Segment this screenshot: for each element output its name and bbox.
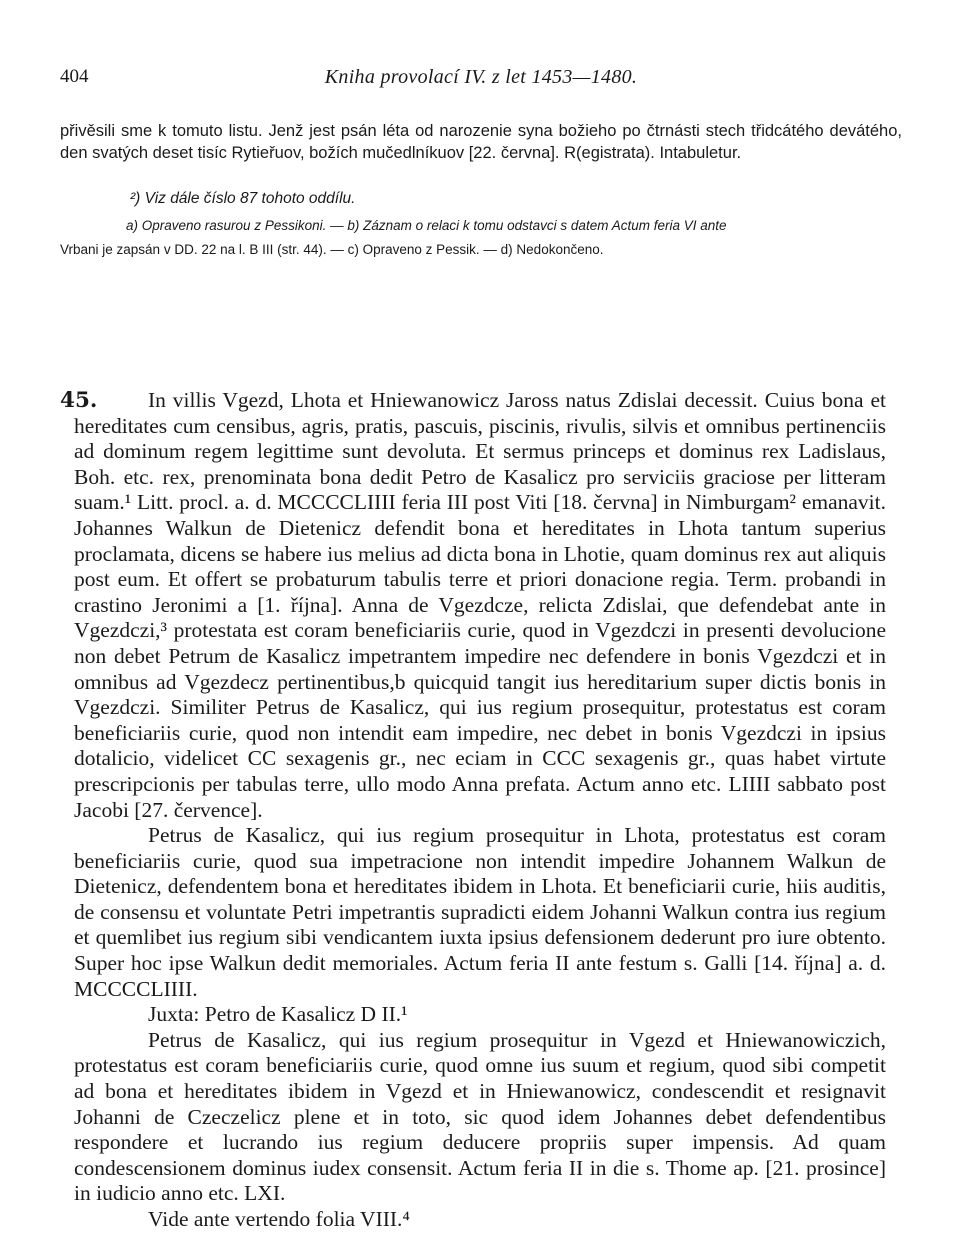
previous-entry-text: přivěsili sme k tomuto listu. Jenž jest psán léta od narozenie syna božieho po čtrnásti stech třidcátého devátého, den svatých deset tisíc Rytieřuov, božích mučedlníkuov [22. června]. R(egistrata). Intabuletur. [60, 122, 902, 162]
entry-number: 45. [60, 388, 98, 413]
entry-paragraph-1: In villis Vgezd, Lhota et Hniewanowicz Jaross natus Zdislai decessit. Cuius bona et hereditates cum censibus, agris, pratis, pascuis, piscinis, rivulis, silvis et omnibus pertinenciis ad dominum regem legittime sunt devoluta. Et sermus princeps et dominus rex Ladislaus, Boh. etc. rex, prenominata bona dedit Petro de Kasalicz pro serviciis graciose per litteram suam.¹ Litt. procl. a. d. MCCCCLIIII feria III post Viti [18. června] in Nimburgam² emanavit. Johannes Walkun de Dietenicz defendit bona et hereditates in Lhota tantum superius proclamata, dicens se habere ius melius ad dicta bona in Lhotie, quam dominus rex aut aliquis post eum. Et offert se probaturum tabulis terre et priori donacione regia. Term. probandi in crastino Jeronimi a [1. října]. Anna de Vgezdcze, relicta Zdislai, que defendebat ante in Vgezdczi,³ protestata est coram beneficiariis curie, quod in Vgezdczi in presenti devolucione non debet Petrum de Kasalicz impetrantem impedire nec defendere in bonis Vgezdczi et in omnibus ad Vgezdecz pertinentibus,b quicquid tangit ius hereditarium super dictis bonis in Vgezdczi. Similiter Petrus de Kasalicz, qui ius regium prosequitur, protestatus est coram beneficiariis curie, quod non intendit eam impedire, nec debet in bonis Vgezdczi in ipsius dotalicio, videlicet CC sexagenis gr., nec eciam in CCC sexagenis gr., quas habet virtute prescripcionis per tabulas terre, ullo modo Anna prefata. Actum anno etc. LIIII sabbato post Jacobi [27. července]. [74, 388, 886, 822]
entry-45 [60, 388, 886, 1233]
entry-paragraph-2: Petrus de Kasalicz, qui ius regium prosequitur in Lhota, protestatus est coram beneficiariis curie, quod sua impetracione non intendit impedire Johannem Walkun de Dietenicz, defendentem bona et hereditates ibidem in Lhota. Et beneficiarii curie, hiis auditis, de consensu et voluntate Petri impetrantis supradicti eidem Johanni Walkun contra ius regium et quemlibet ius regium sibi vendicantem iuxta ipsius defensionem dederunt pro iure obtento. Super hoc ipse Walkun dedit memoriales. Actum feria II ante festum s. Galli [14. října] a. d. MCCCCLIIII. [74, 823, 886, 1001]
entry-paragraph-3: Petrus de Kasalicz, qui ius regium prosequitur in Vgezd et Hniewanowiczich, protestatus est coram beneficiariis curie, quod omne ius suum et regium, quod sibi competit ad bona et hereditates ibidem in Vgezd et in Hniewanowicz, condescendit et resignavit Johanni de Czeczelicz plene et in toto, sic quod idem Johannes debet defendentibus respondere et lucrando ius regium deducere propriis super impensis. Ad quam condescensionem dominus iudex consensit. Actum feria II in die s. Thome ap. [21. prosince] in iudicio anno etc. LXI. [74, 1027, 886, 1206]
page-number: 404 [60, 66, 89, 87]
page-header [60, 66, 902, 92]
running-title: Kniha provolací IV. z let 1453—1480. [324, 66, 638, 88]
apparatus-notes: a) Opraveno rasurou z Pessikoni. — b) Záznam o relaci k tomu odstavci s datem Actum feria VI ante [126, 218, 727, 233]
apparatus-notes-continued: Vrbani je zapsán v DD. 22 na l. B III (str. 44). — c) Opraveno z Pessik. — d) Nedokončeno. [60, 242, 604, 257]
entry-paragraph-juxta: Juxta: Petro de Kasalicz D II.¹ [148, 1002, 408, 1027]
entry-paragraph-vide: Vide ante vertendo folia VIII.⁴ [148, 1207, 410, 1231]
previous-entry-ending [60, 120, 902, 164]
footnote-2: ²) Viz dále číslo 87 tohoto oddílu. [130, 190, 356, 207]
